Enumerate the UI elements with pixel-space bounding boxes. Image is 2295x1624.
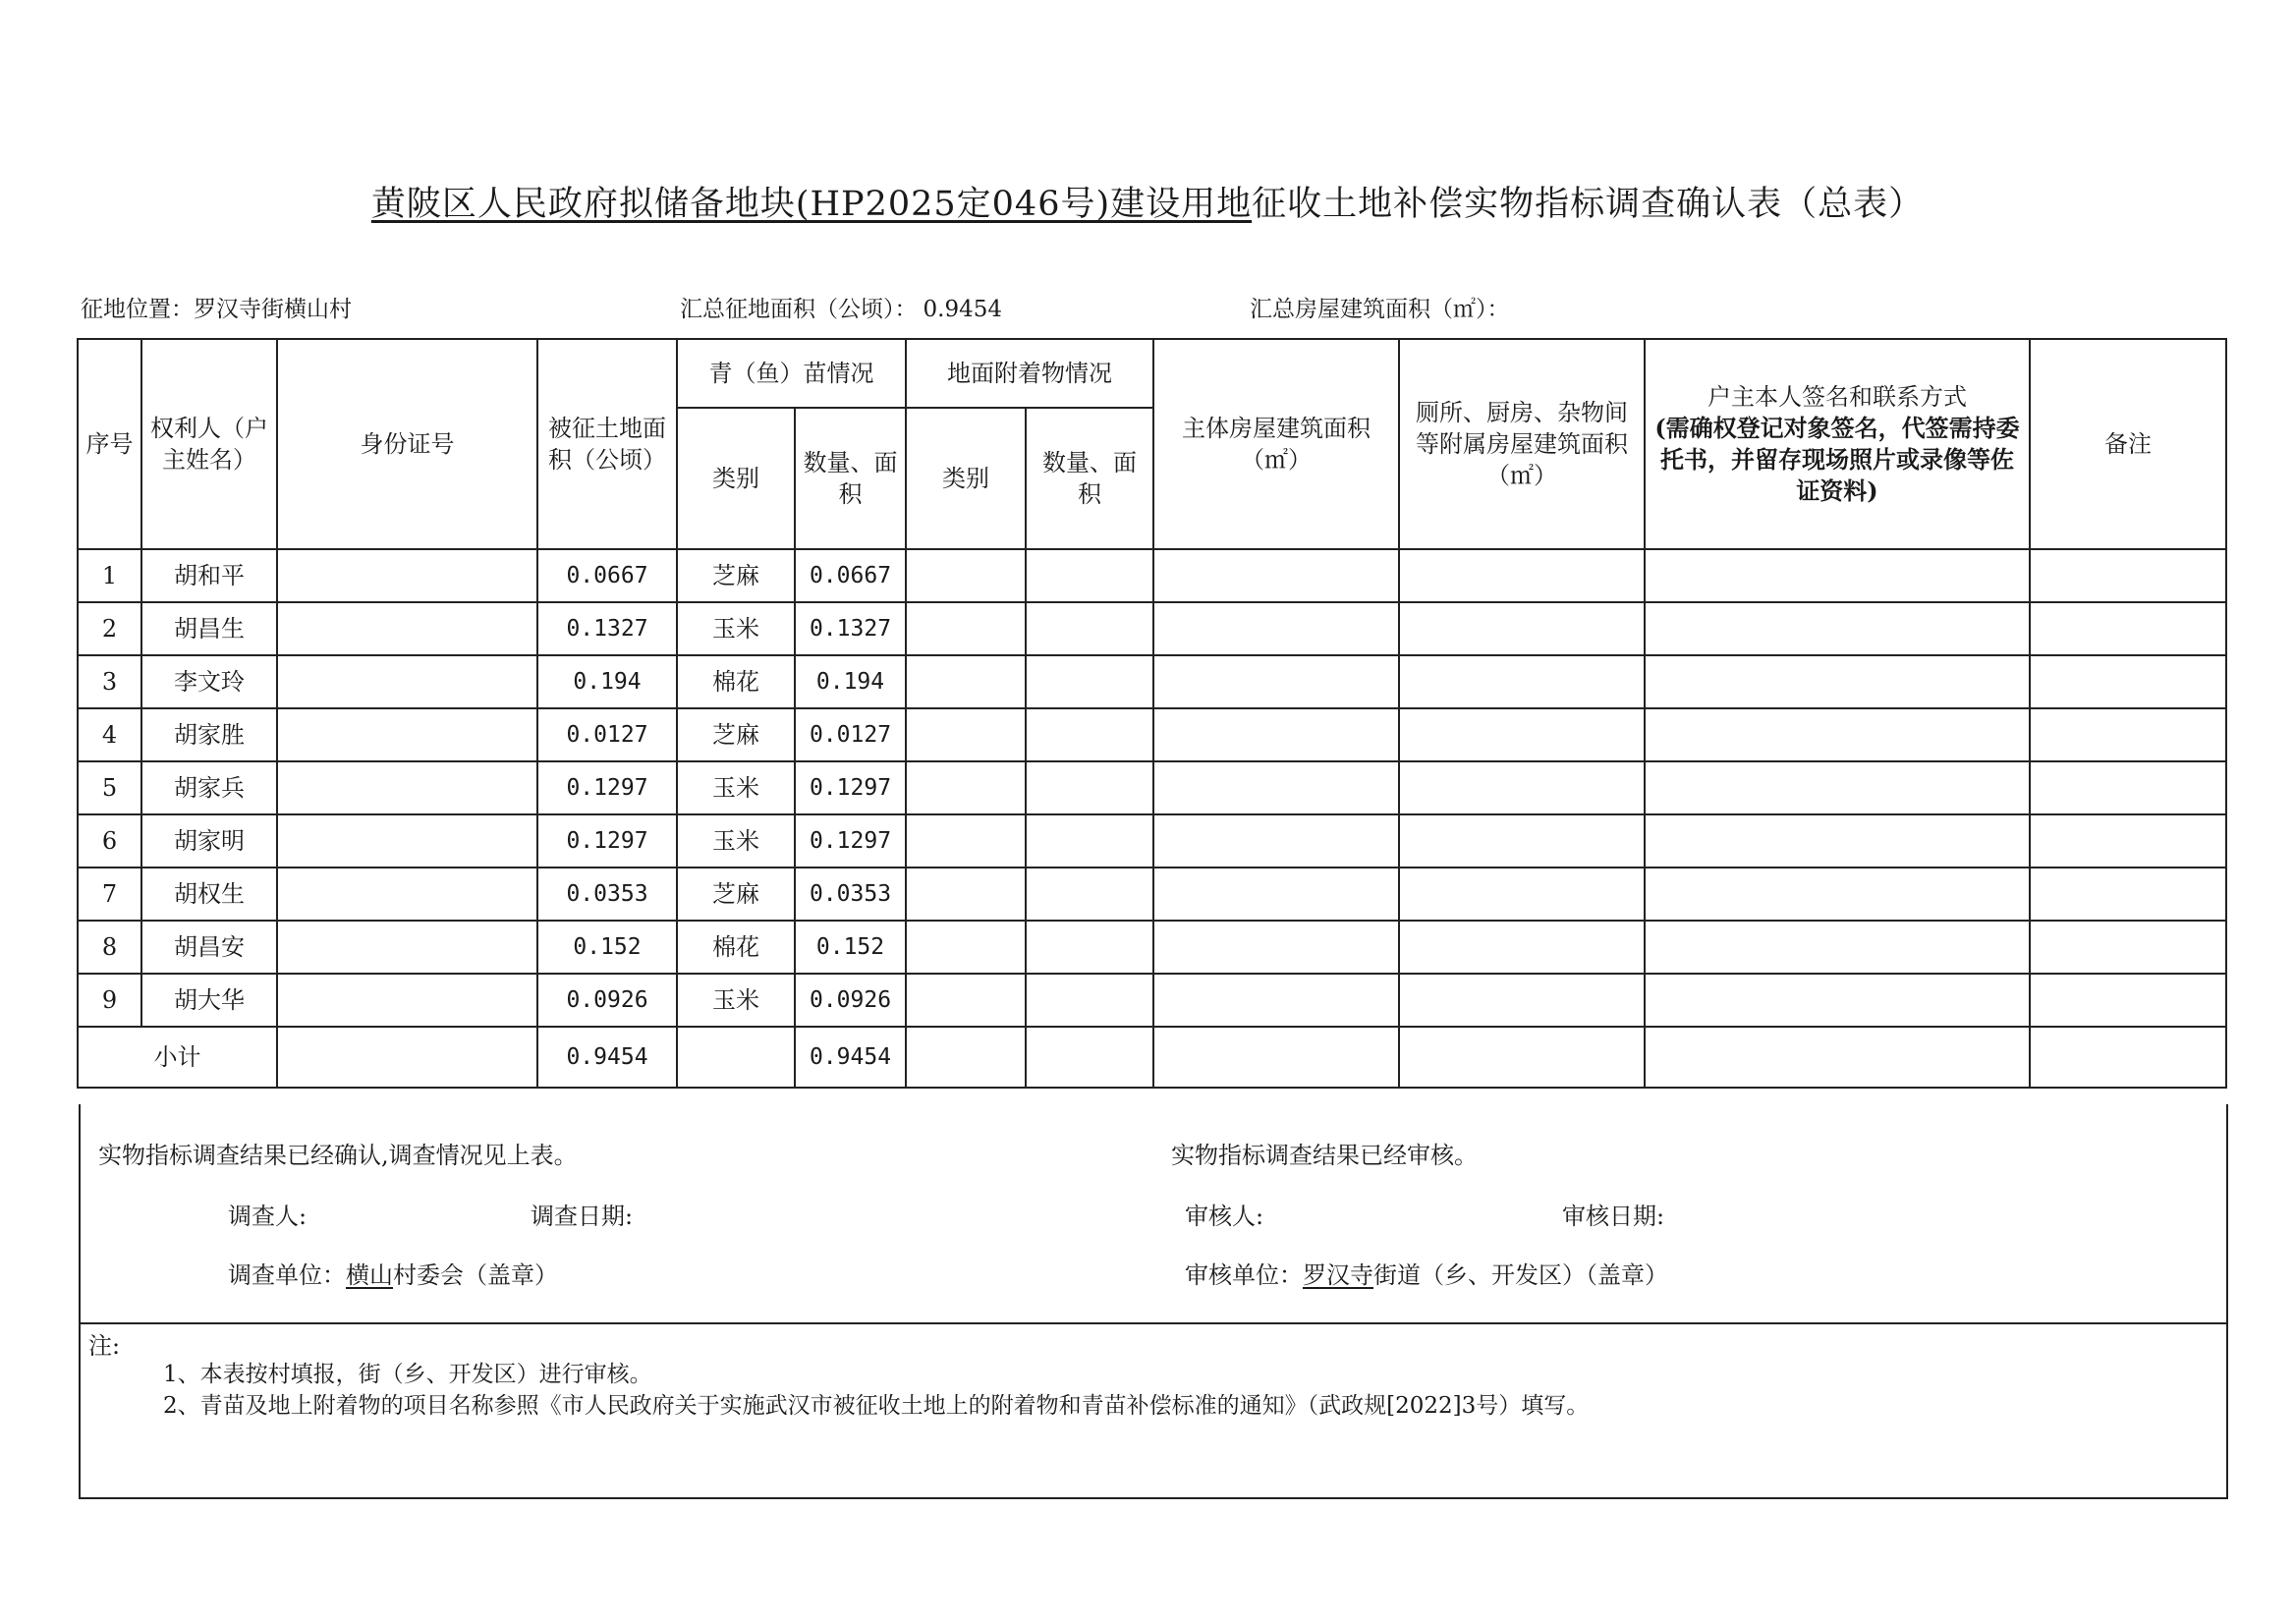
cell-remark bbox=[2030, 549, 2226, 602]
cell-crop-quantity: 0.1327 bbox=[795, 602, 906, 655]
subtotal-label: 小计 bbox=[78, 1027, 277, 1088]
cell-main-house-area bbox=[1153, 761, 1399, 814]
cell-crop-type: 棉花 bbox=[677, 921, 795, 974]
cell-main-house-area bbox=[1153, 921, 1399, 974]
cell-main-house-area bbox=[1153, 868, 1399, 921]
cell-owner: 李文玲 bbox=[141, 655, 277, 708]
house-area-field bbox=[1250, 291, 1510, 323]
cell-id-number bbox=[277, 655, 537, 708]
cell-seq: 6 bbox=[78, 814, 141, 868]
cell-land-area: 0.0667 bbox=[537, 549, 677, 602]
cell-seq: 7 bbox=[78, 868, 141, 921]
cell-aux-house-area bbox=[1399, 814, 1645, 868]
cell-seq: 2 bbox=[78, 602, 141, 655]
survey-unit-label: 调查单位： bbox=[228, 1261, 346, 1289]
review-unit-name-rest: 街道（乡、开发区）（盖章） bbox=[1373, 1261, 1668, 1289]
header-land-area: 被征土地面积（公顷） bbox=[537, 339, 677, 549]
header-seq: 序号 bbox=[78, 339, 141, 549]
cell-signature bbox=[1645, 602, 2030, 655]
cell-id-number bbox=[277, 1027, 537, 1088]
cell-aux-house-area bbox=[1399, 761, 1645, 814]
cell-id-number bbox=[277, 708, 537, 761]
cell-land-area: 0.0926 bbox=[537, 974, 677, 1027]
cell-land-area: 0.1297 bbox=[537, 814, 677, 868]
location-value: 罗汉寺街横山村 bbox=[194, 297, 352, 322]
cell-aux-house-area bbox=[1399, 921, 1645, 974]
cell-attachment-quantity bbox=[1026, 708, 1153, 761]
survey-table bbox=[77, 338, 2227, 1089]
survey-unit-name-rest: 村委会（盖章） bbox=[393, 1261, 558, 1289]
cell-seq: 8 bbox=[78, 921, 141, 974]
cell-crop-type: 芝麻 bbox=[677, 708, 795, 761]
cell-attachment-quantity bbox=[1026, 921, 1153, 974]
table-row bbox=[78, 549, 2226, 602]
cell-attachment-quantity bbox=[1026, 868, 1153, 921]
surveyor-label: 调查人: bbox=[228, 1203, 308, 1230]
cell-signature bbox=[1645, 708, 2030, 761]
notes-heading: 注: bbox=[88, 1332, 121, 1360]
cell-owner: 胡家兵 bbox=[141, 761, 277, 814]
subtotal-row bbox=[78, 1027, 2226, 1088]
cell-remark bbox=[2030, 974, 2226, 1027]
cell-remark bbox=[2030, 708, 2226, 761]
cell-main-house-area bbox=[1153, 602, 1399, 655]
cell-seq: 3 bbox=[78, 655, 141, 708]
note-item-1: 1、本表按村填报，街（乡、开发区）进行审核。 bbox=[163, 1362, 652, 1387]
cell-crop-quantity: 0.1297 bbox=[795, 814, 906, 868]
cell-id-number bbox=[277, 974, 537, 1027]
cell-remark bbox=[2030, 655, 2226, 708]
cell-aux-house-area bbox=[1399, 974, 1645, 1027]
survey-unit-field bbox=[228, 1256, 558, 1290]
cell-crop-type: 玉米 bbox=[677, 761, 795, 814]
subtotal-crop-quantity: 0.9454 bbox=[795, 1027, 906, 1088]
cell-signature bbox=[1645, 921, 2030, 974]
table-row bbox=[78, 974, 2226, 1027]
cell-attachment-type bbox=[906, 655, 1026, 708]
cell-crop-quantity: 0.194 bbox=[795, 655, 906, 708]
cell-land-area: 0.0353 bbox=[537, 868, 677, 921]
header-signature-title: 户主本人签名和联系方式 bbox=[1707, 383, 1967, 411]
total-area-value: 0.9454 bbox=[923, 297, 1002, 322]
header-aux-house-area: 厕所、厨房、杂物间等附属房屋建筑面积（㎡） bbox=[1399, 339, 1645, 549]
cell-attachment-quantity bbox=[1026, 761, 1153, 814]
cell-id-number bbox=[277, 814, 537, 868]
total-area-label: 汇总征地面积（公顷）： bbox=[680, 297, 918, 322]
table-row bbox=[78, 602, 2226, 655]
title-rest-part: 征收土地补偿实物指标调查确认表（总表） bbox=[1252, 185, 1925, 224]
cell-signature bbox=[1645, 974, 2030, 1027]
cell-attachment-quantity bbox=[1026, 655, 1153, 708]
cell-aux-house-area bbox=[1399, 868, 1645, 921]
header-attachment-quantity: 数量、面积 bbox=[1026, 408, 1153, 549]
cell-land-area: 0.1297 bbox=[537, 761, 677, 814]
cell-seq: 9 bbox=[78, 974, 141, 1027]
cell-seq: 1 bbox=[78, 549, 141, 602]
cell-crop-type: 玉米 bbox=[677, 974, 795, 1027]
cell-owner: 胡和平 bbox=[141, 549, 277, 602]
table-row bbox=[78, 655, 2226, 708]
location-label: 征地位置： bbox=[81, 297, 194, 322]
cell-attachment-type bbox=[906, 868, 1026, 921]
cell-crop-quantity: 0.0127 bbox=[795, 708, 906, 761]
cell-main-house-area bbox=[1153, 814, 1399, 868]
cell-attachment-type bbox=[906, 549, 1026, 602]
cell-aux-house-area bbox=[1399, 655, 1645, 708]
cell-attachment-type bbox=[906, 708, 1026, 761]
cell-attachment-quantity bbox=[1026, 814, 1153, 868]
cell-owner: 胡昌生 bbox=[141, 602, 277, 655]
review-unit-name-underlined: 罗汉寺 bbox=[1303, 1261, 1373, 1289]
cell-crop-type: 玉米 bbox=[677, 602, 795, 655]
cell-land-area: 0.194 bbox=[537, 655, 677, 708]
survey-confirm-text: 实物指标调查结果已经确认,调查情况见上表。 bbox=[98, 1142, 578, 1169]
notes-section bbox=[79, 1324, 2228, 1499]
confirmation-section bbox=[79, 1104, 2228, 1324]
note-item-2: 2、青苗及地上附着物的项目名称参照《市人民政府关于实施武汉市被征收土地上的附着物和青苗补偿标准的通知》（武政规[2022]3号）填写。 bbox=[163, 1393, 1590, 1419]
header-crop-group: 青（鱼）苗情况 bbox=[677, 339, 906, 408]
cell-signature bbox=[1645, 1027, 2030, 1088]
cell-land-area: 0.1327 bbox=[537, 602, 677, 655]
cell-remark bbox=[2030, 761, 2226, 814]
cell-signature bbox=[1645, 814, 2030, 868]
cell-attachment-quantity bbox=[1026, 602, 1153, 655]
cell-attachment-type bbox=[906, 921, 1026, 974]
cell-seq: 4 bbox=[78, 708, 141, 761]
cell-owner: 胡昌安 bbox=[141, 921, 277, 974]
reviewer-label: 审核人: bbox=[1185, 1203, 1264, 1230]
cell-aux-house-area bbox=[1399, 708, 1645, 761]
review-date-label: 审核日期: bbox=[1562, 1203, 1665, 1230]
header-crop-type: 类别 bbox=[677, 408, 795, 549]
cell-main-house-area bbox=[1153, 549, 1399, 602]
cell-remark bbox=[2030, 921, 2226, 974]
cell-owner: 胡家胜 bbox=[141, 708, 277, 761]
cell-crop-quantity: 0.0353 bbox=[795, 868, 906, 921]
review-unit-field bbox=[1185, 1256, 1668, 1290]
cell-main-house-area bbox=[1153, 655, 1399, 708]
cell-attachment-type bbox=[906, 602, 1026, 655]
cell-main-house-area bbox=[1153, 974, 1399, 1027]
cell-crop-type bbox=[677, 1027, 795, 1088]
cell-aux-house-area bbox=[1399, 602, 1645, 655]
table-row bbox=[78, 868, 2226, 921]
cell-aux-house-area bbox=[1399, 1027, 1645, 1088]
location-field bbox=[81, 291, 352, 323]
header-crop-quantity: 数量、面积 bbox=[795, 408, 906, 549]
cell-seq: 5 bbox=[78, 761, 141, 814]
cell-remark bbox=[2030, 868, 2226, 921]
cell-attachment-type bbox=[906, 974, 1026, 1027]
house-area-label: 汇总房屋建筑面积（㎡）： bbox=[1250, 297, 1510, 322]
cell-crop-quantity: 0.152 bbox=[795, 921, 906, 974]
cell-remark bbox=[2030, 1027, 2226, 1088]
cell-land-area: 0.152 bbox=[537, 921, 677, 974]
survey-unit-name-underlined: 横山 bbox=[346, 1261, 393, 1289]
cell-crop-type: 棉花 bbox=[677, 655, 795, 708]
cell-signature bbox=[1645, 761, 2030, 814]
subtotal-land-area: 0.9454 bbox=[537, 1027, 677, 1088]
cell-land-area: 0.0127 bbox=[537, 708, 677, 761]
header-main-house-area: 主体房屋建筑面积（㎡） bbox=[1153, 339, 1399, 549]
cell-owner: 胡权生 bbox=[141, 868, 277, 921]
table-row bbox=[78, 814, 2226, 868]
cell-attachment-type bbox=[906, 814, 1026, 868]
cell-id-number bbox=[277, 761, 537, 814]
cell-id-number bbox=[277, 602, 537, 655]
table-row bbox=[78, 761, 2226, 814]
cell-crop-type: 芝麻 bbox=[677, 549, 795, 602]
cell-owner: 胡大华 bbox=[141, 974, 277, 1027]
cell-signature bbox=[1645, 655, 2030, 708]
header-signature bbox=[1645, 339, 2030, 549]
cell-id-number bbox=[277, 921, 537, 974]
cell-attachment-type bbox=[906, 761, 1026, 814]
cell-crop-type: 芝麻 bbox=[677, 868, 795, 921]
header-owner: 权利人（户主姓名） bbox=[141, 339, 277, 549]
cell-crop-quantity: 0.0667 bbox=[795, 549, 906, 602]
cell-remark bbox=[2030, 602, 2226, 655]
header-signature-note: (需确权登记对象签名，代签需持委托书，并留存现场照片或录像等佐证资料) bbox=[1654, 414, 2020, 505]
header-remark: 备注 bbox=[2030, 339, 2226, 549]
cell-main-house-area bbox=[1153, 1027, 1399, 1088]
header-attachment-group: 地面附着物情况 bbox=[906, 339, 1153, 408]
cell-signature bbox=[1645, 868, 2030, 921]
header-attachment-type: 类别 bbox=[906, 408, 1026, 549]
cell-crop-quantity: 0.1297 bbox=[795, 761, 906, 814]
cell-crop-quantity: 0.0926 bbox=[795, 974, 906, 1027]
table-row bbox=[78, 708, 2226, 761]
document-title bbox=[0, 177, 2295, 226]
review-unit-label: 审核单位： bbox=[1185, 1261, 1303, 1289]
cell-signature bbox=[1645, 549, 2030, 602]
cell-attachment-quantity bbox=[1026, 974, 1153, 1027]
cell-id-number bbox=[277, 868, 537, 921]
cell-id-number bbox=[277, 549, 537, 602]
cell-aux-house-area bbox=[1399, 549, 1645, 602]
cell-attachment-quantity bbox=[1026, 1027, 1153, 1088]
total-area-field bbox=[680, 291, 1002, 323]
cell-owner: 胡家明 bbox=[141, 814, 277, 868]
table-row bbox=[78, 921, 2226, 974]
cell-attachment-quantity bbox=[1026, 549, 1153, 602]
title-underlined-part: 黄陂区人民政府拟储备地块(HP2025定046号)建设用地 bbox=[370, 185, 1253, 224]
cell-attachment-type bbox=[906, 1027, 1026, 1088]
cell-crop-type: 玉米 bbox=[677, 814, 795, 868]
review-confirm-text: 实物指标调查结果已经审核。 bbox=[1171, 1142, 1478, 1169]
cell-main-house-area bbox=[1153, 708, 1399, 761]
header-id-number: 身份证号 bbox=[277, 339, 537, 549]
survey-date-label: 调查日期: bbox=[531, 1203, 634, 1230]
cell-remark bbox=[2030, 814, 2226, 868]
